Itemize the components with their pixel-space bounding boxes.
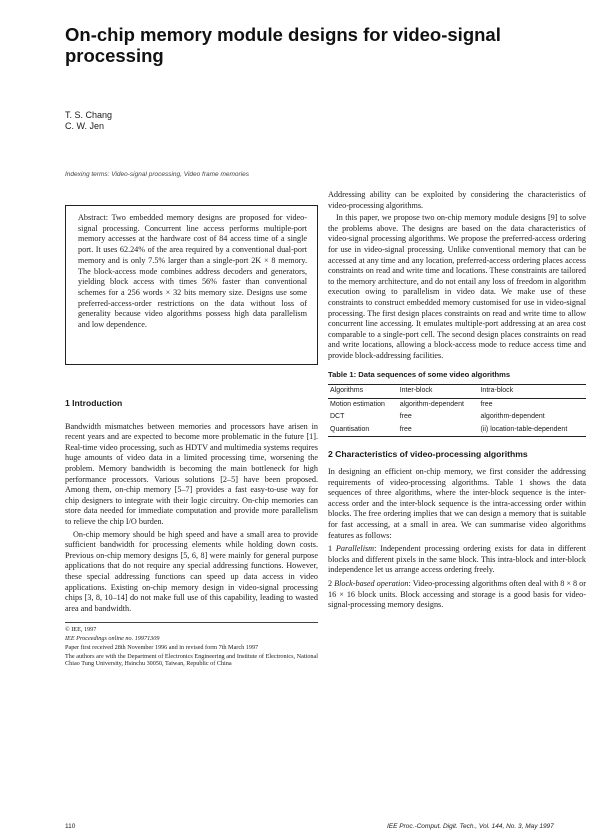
author-list: [65, 110, 112, 132]
table-cell: DCT: [330, 413, 345, 421]
body-paragraph: Addressing ability can be exploited by considering the characteristics of video-processing algorithms.: [328, 190, 586, 210]
table-caption: Table 1: Data sequences of some video algorithms: [328, 369, 511, 379]
body-paragraph: On-chip memory should be high speed and have a small area to provide sufficient bandwidth for processing elements while holding down costs. Previous on-chip memory designs [5, 6, 8] were mainly for general purpose applications that do not require any special addressing functions. However, these special addressing functions can speed up data access in video applications. Existing on-chip memory design in video-signal processing chips [3, 8, 10–14] do not make full use of this capability, leading to wasted area and bandwidth.: [65, 529, 318, 613]
right-column: [328, 190, 586, 613]
author-name: T. S. Chang: [65, 110, 113, 120]
table-cell: free: [399, 413, 412, 421]
table-cell: Motion estimation: [330, 400, 385, 408]
table-header-cell: Algorithms: [328, 385, 398, 399]
list-item: [328, 579, 586, 611]
list-item: [328, 544, 586, 576]
table-cell: Quantisation: [328, 424, 398, 437]
abstract-text: Abstract: Two embedded memory designs are proposed for video-signal processing. Concurrent line access performs multiple-port memory accesses at the hardware cost of 84 access time of a single port. It uses 62.24% of the area required by a conventional dual-port memory and is only 7.5% larger than a single-port 2K × 8 memory. The block-access mode combines address decoders and generators, yielding block access with times 56% faster than conventional schemes for a 256 words × 32 bits memory size. Designs use some preferred-access-order restrictions on the data without loss of generality because video algorithms possess high data parallelism and low dependence.: [78, 213, 307, 330]
table-header-cell: Inter-block: [398, 385, 479, 399]
table-row: [328, 411, 586, 424]
list-term: Parallelism: [335, 544, 375, 554]
table-header-cell: Intra-block: [478, 385, 586, 399]
body-paragraph: Bandwidth mismatches between memories and processors have arisen in recent years and are expected to become more problematic in the future [1]. Real-time video processing, such as HDTV and multimedia systems requires huge amounts of video data in a limited processing time, worsening the problem. Memory bandwidth is becoming the main bottleneck for high performance processors. Various solutions [2–5] have been proposed. Among them, on-chip memory [5–7] provides a fast easy-to-use way for chip designers to integrate with their logic circuitry. On-chip memories can store data needed for immediate computation and provide more parallelism to relieve the chip I/O burden.: [65, 421, 318, 526]
journal-citation: IEE Proc.-Comput. Digit. Tech., Vol. 144, No. 3, May 1997: [387, 823, 554, 830]
list-number: 1: [328, 544, 336, 554]
list-term: Block-based operation: [334, 579, 409, 589]
abstract-box: [65, 205, 318, 365]
table-row: [328, 424, 586, 437]
body-paragraph: In designing an efficient on-chip memory, we first consider the addressing requirements of video-processing algorithms. Table 1 shows the data sequences of three algorithms, where the inter-block sequence is the inter-access order and the inter-block sequence is the intra-accessing order within blocks. The free ordering implies that we can design a memory that is suitable for fast accessing, at a small in area. We can summarise video algorithms features as follows:: [328, 467, 586, 540]
indexing-terms: Indexing terms: Video-signal processing, Video frame memories: [65, 171, 250, 178]
footnote: The authors are with the Department of Electronics Engineering and Institute of Electronics, National Chiao Tung University, Hsinchu 30050, Taiwan, Republic of China: [65, 652, 318, 668]
paper-title: On-chip memory module designs for video-signal processing: [65, 24, 501, 66]
table-cell: algorithm-dependent: [480, 413, 545, 421]
list-text: : Video-processing algorithms often deal with 8 × 8 or 16 × 16 block units. Block accessing and storage is a good basis for video-signal-processing memory designs.: [328, 579, 586, 610]
list-text: : Independent processing ordering exists for data in different blocks and different pixels in the same block. This intra-block and inter-block independence let us arrange access ordering freely.: [328, 544, 587, 575]
table-cell: free: [480, 400, 493, 408]
table-cell: algorithm-dependent: [399, 400, 464, 408]
section-heading-characteristics: 2 Characteristics of video-processing algorithms: [328, 449, 528, 460]
table-header-row: [328, 385, 586, 399]
section-heading-introduction: 1 Introduction: [65, 398, 123, 408]
footnote: Paper first received 28th November 1996 and in revised form 7th March 1997: [65, 643, 259, 651]
table-cell: free: [398, 424, 479, 437]
left-column: [65, 205, 318, 669]
footnote: © IEE, 1997: [65, 626, 97, 634]
footnotes: [65, 622, 318, 668]
table-row: [328, 398, 586, 411]
list-number: 2: [328, 579, 335, 589]
footnote: IEE Proceedings online no. 19971309: [65, 635, 160, 643]
data-table: [328, 384, 586, 437]
page-number: 110: [65, 823, 76, 830]
body-paragraph: In this paper, we propose two on-chip memory module designs [9] to solve the problems above. The designs are based on the data characteristics of video-signal processing algorithms. We propose the preferred-access ordering for use in video-signal processing. Unlike conventional memory that can be accessed at any time and any location, preferred-access ordering places access constraints on read and write time and locations. These constraints are tailored to the memory architecture, and do not entail any loss of freedom in algorithm execution owing to parallelism in video data. We make use of these constraints to construct embedded memory customised for use in video-signal processing. The first design places constraints on read and write time to allow concurrent line accessing. It emulates multiple-port addressing at an area cost comparable to a single-port cell. The second design places constraints on read and write locations, allowing a block-access mode to reduce access time and provide block-addressing facilities.: [328, 213, 586, 360]
author-name: C. W. Jen: [65, 121, 105, 131]
table-cell: (ii) location-table-dependent: [478, 424, 586, 437]
